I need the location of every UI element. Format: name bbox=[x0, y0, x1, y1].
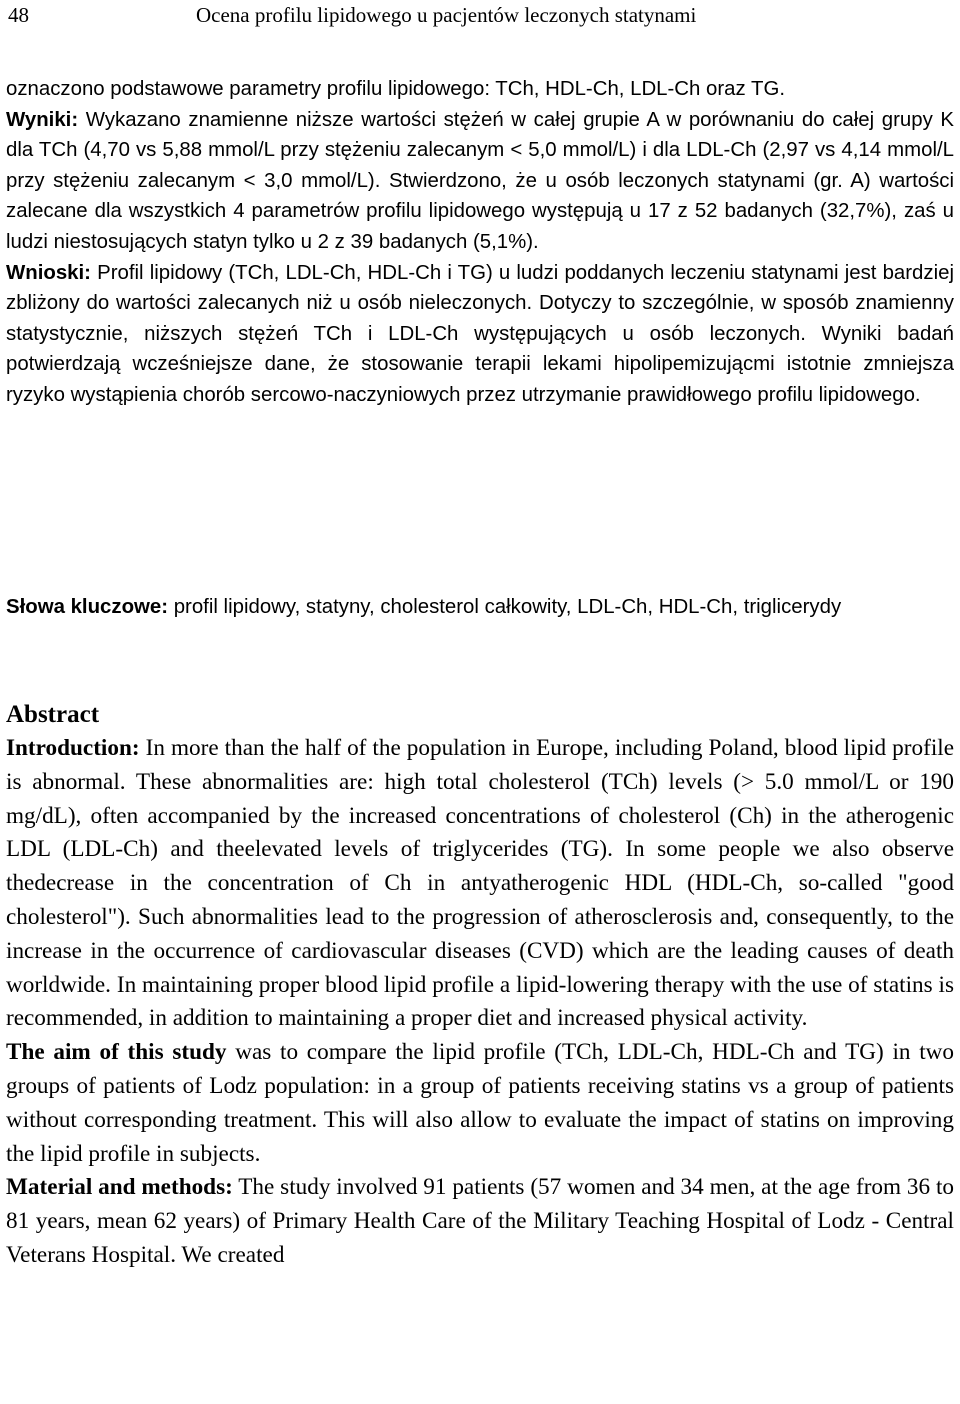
english-abstract bbox=[6, 698, 954, 1273]
running-title: Ocena profilu lipidowego u pacjentów leczonych statynami bbox=[196, 3, 697, 27]
polish-summary bbox=[6, 74, 954, 411]
aim-paragraph bbox=[6, 1036, 954, 1171]
abstract-heading: Abstract bbox=[6, 701, 100, 728]
methods-label: Material and methods: bbox=[6, 1174, 233, 1201]
results-label: Wyniki: bbox=[6, 108, 79, 131]
results-text: Wykazano znamienne niższe wartości stężeń w całej grupie A w porównaniu do całej grupy K dla TCh (4,70 vs 5,88 mmol/L przy stężeniu zalecanym < 5,0 mmol/L) i dla LDL-Ch (2,97 vs 4,14 mmol/L przy stężeniu zalecanym < 3,0 mmol/L). Stwierdzono, że u osób leczonych statynami (gr. A) wartości zalecane dla wszystkich 4 parametrów profilu lipidowego występują u 17 z 52 badanych (32,7%), zaś u ludzi niestosujących statyn tylko u 2 z 39 badanych (5,1%). bbox=[6, 108, 954, 253]
keywords-section bbox=[6, 592, 954, 623]
aim-text: was to compare the lipid profile (TCh, LDL-Ch, HDL-Ch and TG) in two groups of patients of Lodz population: in a group of patients receiving statins vs a group of patients without corresponding treatment. This will also allow to evaluate the impact of statins on improving the lipid profile in subjects. bbox=[6, 1039, 954, 1167]
aim-label: The aim of this study bbox=[6, 1039, 227, 1066]
methods-text: The study involved 91 patients (57 women and 34 men, at the age from 36 to 81 years, mean 62 years) of Primary Health Care of the Military Teaching Hospital of Lodz - Central Veterans Hospital. We created bbox=[6, 1174, 954, 1268]
conclusions-text: Profil lipidowy (TCh, LDL-Ch, HDL-Ch i TG) u ludzi poddanych leczeniu statynami jest bardziej zbliżony do wartości zalecanych niż u osób nieleczonych. Dotyczy to szczególnie, w sposób znamienny statystycznie, niższych stężeń TCh i LDL-Ch występujących u osób leczonych. Wyniki badań potwierdzają wcześniejsze dane, że stosowanie terapii lekami hipolipemizującmi istotnie zmniejsza ryzyko wystąpienia chorób sercowo-naczyniowych przez utrzymanie prawidłowego profilu lipidowego. bbox=[6, 261, 954, 406]
conclusions-paragraph bbox=[6, 258, 954, 411]
running-header bbox=[6, 2, 954, 28]
conclusions-label: Wnioski: bbox=[6, 261, 91, 284]
results-paragraph bbox=[6, 105, 954, 258]
methods-paragraph bbox=[6, 1171, 954, 1272]
introduction-text: In more than the half of the population in Europe, including Poland, blood lipid profile is abnormal. These abnormalities are: high total cholesterol (TCh) levels (> 5.0 mmol/L or 190 mg/dL), often accompanied by the increased concentrations of cholesterol (Ch) in the atherogenic LDL (LDL-Ch) and theelevated levels of triglycerides (TG). In some people we also observe thedecrease in the concentration of Ch in antyatherogenic HDL (HDL-Ch, so-called "good cholesterol"). Such abnormalities lead to the progression of atherosclerosis and, consequently, to the increase in the occurrence of cardiovascular diseases (CVD) which are the leading causes of death worldwide. In maintaining proper blood lipid profile a lipid-lowering therapy with the use of statins is recommended, in addition to maintaining a proper diet and increased physical activity. bbox=[6, 735, 954, 1032]
methods-tail-paragraph: oznaczono podstawowe parametry profilu lipidowego: TCh, HDL-Ch, LDL-Ch oraz TG. bbox=[6, 78, 785, 100]
keywords-paragraph bbox=[6, 592, 954, 623]
introduction-paragraph bbox=[6, 732, 954, 1036]
page-number: 48 bbox=[8, 3, 29, 27]
introduction-label: Introduction: bbox=[6, 735, 140, 761]
keywords-label: Słowa kluczowe: bbox=[6, 596, 169, 618]
keywords-text: profil lipidowy, statyny, cholesterol całkowity, LDL-Ch, HDL-Ch, triglicerydy bbox=[168, 596, 842, 618]
